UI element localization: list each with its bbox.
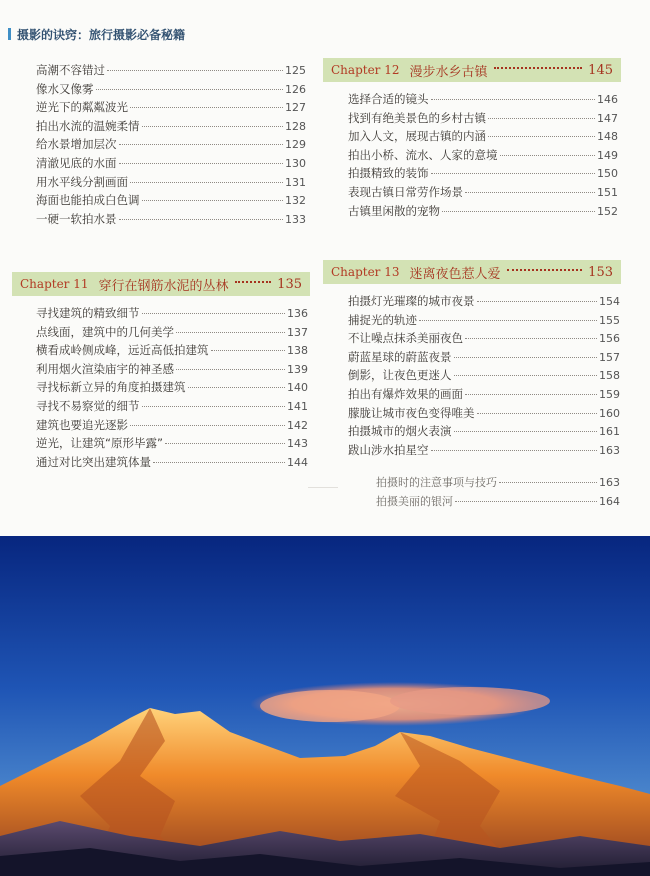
toc-entry-page: 151 <box>597 185 618 199</box>
toc-leader-dots <box>431 173 596 174</box>
toc-entry[interactable] <box>36 454 308 473</box>
toc-entry[interactable] <box>36 99 306 118</box>
toc-entry[interactable] <box>348 474 620 493</box>
toc-entry-page: 159 <box>599 387 620 401</box>
toc-entry-page: 138 <box>287 344 308 358</box>
chapter-12-heading[interactable] <box>323 58 621 82</box>
chapter-11-heading[interactable] <box>12 272 310 296</box>
mountain-sunset-photo <box>0 536 650 876</box>
toc-entry-title: 用水平线分割画面 <box>36 174 128 189</box>
chapter-11-leader <box>235 281 272 283</box>
toc-entry-title: 海面也能拍成白色调 <box>36 193 140 208</box>
toc-entry-title: 倒影，让夜色更迷人 <box>348 368 452 383</box>
chapter-12-page: 145 <box>588 62 613 78</box>
toc-entry-title: 寻找不易察觉的细节 <box>36 398 140 413</box>
toc-leader-dots <box>488 118 595 119</box>
toc-leader-dots <box>211 350 286 351</box>
toc-leader-dots <box>454 375 598 376</box>
toc-entry-title: 拍摄美丽的银河 <box>376 494 453 508</box>
toc-entry-page: 146 <box>597 93 618 106</box>
toc-entry-page: 142 <box>287 418 308 432</box>
toc-entry[interactable] <box>36 379 308 398</box>
toc-entry-page: 143 <box>287 437 308 451</box>
toc-entry-page: 157 <box>599 350 620 364</box>
toc-entry-page: 155 <box>599 313 620 327</box>
toc-leader-dots <box>431 99 596 100</box>
toc-entry[interactable] <box>348 128 618 147</box>
toc-entry[interactable] <box>36 155 306 174</box>
chapter-13-heading[interactable] <box>323 260 621 284</box>
toc-entry-title: 拍出有爆炸效果的画面 <box>348 386 463 401</box>
toc-leader-dots <box>188 387 286 388</box>
toc-entry-title: 像水又像雾 <box>36 81 94 96</box>
divider <box>308 487 338 488</box>
toc-leader-dots <box>176 332 285 333</box>
toc-leader-dots <box>142 200 284 201</box>
toc-entry-page: 147 <box>597 111 618 125</box>
toc-entry[interactable] <box>348 293 620 312</box>
chapter-12-label: Chapter 12 <box>331 63 400 77</box>
toc-entry-page: 126 <box>285 82 306 96</box>
toc-entry-title: 拍摄时的注意事项与技巧 <box>376 476 497 489</box>
toc-entry-title: 拍摄精致的装饰 <box>348 166 429 181</box>
toc-entry[interactable] <box>348 330 620 349</box>
toc-entry-page: 125 <box>285 64 306 77</box>
chapter-13-leader <box>507 269 583 271</box>
toc-leader-dots <box>153 462 285 463</box>
toc-entry-page: 128 <box>285 119 306 133</box>
toc-leader-dots <box>176 369 285 370</box>
toc-entry-page: 127 <box>285 101 306 115</box>
mountain-illustration <box>0 536 650 876</box>
toc-entry[interactable] <box>348 423 620 442</box>
toc-entry[interactable] <box>36 174 306 193</box>
toc-entry-title: 横看成岭侧成峰，远近高低拍建筑 <box>36 343 209 358</box>
chapter-11-label: Chapter 11 <box>20 277 89 291</box>
toc-entry-page: 158 <box>599 369 620 383</box>
toc-entry-page: 152 <box>597 204 618 218</box>
toc-entry-page: 133 <box>285 212 306 226</box>
toc-entry-page: 161 <box>599 425 620 439</box>
toc-entry-page: 140 <box>287 381 308 395</box>
chapter-13-label: Chapter 13 <box>331 265 400 279</box>
toc-leader-dots <box>465 394 597 395</box>
toc-entry[interactable] <box>36 62 306 81</box>
toc-entry-title: 跋山涉水拍星空 <box>348 442 429 457</box>
toc-entry[interactable] <box>348 165 618 184</box>
toc-entry[interactable] <box>36 398 308 417</box>
chapter-13-title: 迷离夜色惹人爱 <box>409 266 501 282</box>
toc-entry-page: 164 <box>599 494 620 508</box>
toc-entry[interactable] <box>36 361 308 380</box>
toc-entry-page: 150 <box>597 167 618 181</box>
toc-leader-dots <box>431 450 598 451</box>
toc-entry-title: 蔚蓝星球的蔚蓝夜景 <box>348 349 452 364</box>
toc-entry-title: 逆光下的粼粼波光 <box>36 100 128 115</box>
header-accent-bar <box>8 28 11 40</box>
toc-leader-dots <box>165 443 285 444</box>
toc-entry[interactable] <box>36 417 308 436</box>
toc-entry-title: 朦胧让城市夜色变得唯美 <box>348 405 475 420</box>
toc-leader-dots <box>130 182 283 183</box>
toc-entry-title: 给水景增加层次 <box>36 137 117 152</box>
toc-entry-page: 139 <box>287 362 308 376</box>
toc-leader-dots <box>107 70 283 71</box>
toc-leader-dots <box>96 89 284 90</box>
toc-list-continued <box>36 62 306 229</box>
toc-entry-page: 163 <box>599 443 620 457</box>
chapter-12-leader <box>494 67 583 69</box>
toc-leader-dots <box>119 163 284 164</box>
toc-leader-dots <box>500 155 596 156</box>
toc-leader-dots <box>142 126 284 127</box>
chapter-13-sub-entries <box>348 474 620 511</box>
toc-leader-dots <box>465 192 595 193</box>
toc-entry-title: 逆光，让建筑“原形毕露” <box>36 436 163 451</box>
toc-entry[interactable] <box>36 136 306 155</box>
toc-entry[interactable] <box>36 118 306 137</box>
toc-entry-title: 通过对比突出建筑体量 <box>36 454 151 469</box>
toc-entry-title: 捕捉光的轨迹 <box>348 312 417 327</box>
toc-leader-dots <box>499 482 597 483</box>
toc-entry-title: 拍出水流的温婉柔情 <box>36 118 140 133</box>
toc-entry-title: 利用烟火渲染庙宇的神圣感 <box>36 361 174 376</box>
toc-entry-title: 高潮不容错过 <box>36 63 105 77</box>
toc-entry[interactable] <box>36 435 308 454</box>
toc-entry[interactable] <box>348 147 618 166</box>
toc-entry-title: 不让噪点抹杀美丽夜色 <box>348 331 463 346</box>
toc-leader-dots <box>419 320 597 321</box>
toc-entry-page: 154 <box>599 295 620 308</box>
toc-leader-dots <box>454 357 598 358</box>
toc-leader-dots <box>454 431 598 432</box>
toc-leader-dots <box>130 425 285 426</box>
chapter-13-entries <box>348 293 620 460</box>
toc-entry[interactable] <box>348 203 618 222</box>
chapter-12-entries <box>348 91 618 221</box>
toc-entry[interactable] <box>348 312 620 331</box>
book-title: 摄影的诀窍：旅行摄影必备秘籍 <box>17 27 186 42</box>
toc-entry-title: 拍出小桥、流水、人家的意境 <box>348 147 498 162</box>
chapter-12-title: 漫步水乡古镇 <box>409 64 488 80</box>
toc-entry-title: 表现古镇日常劳作场景 <box>348 184 463 199</box>
toc-entry-title: 加入人文，展现古镇的内涵 <box>348 129 486 144</box>
toc-entry[interactable] <box>36 305 308 324</box>
toc-entry-title: 拍摄城市的烟火表演 <box>348 424 452 439</box>
toc-entry-title: 清澈见底的水面 <box>36 155 117 170</box>
toc-entry[interactable] <box>348 91 618 110</box>
toc-entry-page: 160 <box>599 406 620 420</box>
toc-entry-page: 148 <box>597 130 618 144</box>
toc-leader-dots <box>130 107 283 108</box>
toc-entry[interactable] <box>348 110 618 129</box>
toc-leader-dots <box>442 211 595 212</box>
toc-entry-page: 144 <box>287 455 308 469</box>
running-header <box>0 24 185 44</box>
toc-leader-dots <box>477 301 598 302</box>
toc-entry[interactable] <box>36 342 308 361</box>
chapter-11-title: 穿行在钢筋水泥的丛林 <box>98 278 229 294</box>
toc-entry[interactable] <box>36 211 306 230</box>
toc-entry-page: 156 <box>599 332 620 346</box>
toc-entry[interactable] <box>36 81 306 100</box>
toc-entry-title: 拍摄灯光璀璨的城市夜景 <box>348 294 475 308</box>
toc-entry-page: 131 <box>285 175 306 189</box>
chapter-13-page: 153 <box>588 264 613 280</box>
toc-entry[interactable] <box>36 324 308 343</box>
toc-entry-title: 点线面，建筑中的几何美学 <box>36 324 174 339</box>
toc-entry-title: 选择合适的镜头 <box>348 92 429 106</box>
toc-entry-page: 136 <box>287 307 308 320</box>
toc-entry-page: 163 <box>599 476 620 489</box>
toc-entry-page: 132 <box>285 194 306 208</box>
toc-leader-dots <box>119 144 284 145</box>
toc-leader-dots <box>488 136 595 137</box>
toc-entry-page: 129 <box>285 138 306 152</box>
toc-entry[interactable] <box>348 493 620 512</box>
toc-leader-dots <box>477 413 598 414</box>
toc-leader-dots <box>142 313 286 314</box>
toc-entry-page: 130 <box>285 156 306 170</box>
toc-leader-dots <box>455 501 597 502</box>
toc-leader-dots <box>465 338 597 339</box>
toc-entry-page: 137 <box>287 325 308 339</box>
toc-entry-page: 149 <box>597 148 618 162</box>
toc-entry-page: 141 <box>287 399 308 413</box>
toc-entry-title: 寻找建筑的精致细节 <box>36 306 140 320</box>
toc-entry-title: 一硬一软拍水景 <box>36 211 117 226</box>
toc-entry[interactable] <box>348 442 620 461</box>
toc-entry[interactable] <box>348 349 620 368</box>
toc-leader-dots <box>119 219 284 220</box>
chapter-11-page: 135 <box>277 276 302 292</box>
toc-entry[interactable] <box>348 184 618 203</box>
toc-leader-dots <box>142 406 286 407</box>
toc-entry-title: 寻找标新立异的角度拍摄建筑 <box>36 380 186 395</box>
toc-entry-title: 古镇里闲散的宠物 <box>348 203 440 218</box>
toc-entry-title: 建筑也要追光逐影 <box>36 417 128 432</box>
toc-entry[interactable] <box>348 386 620 405</box>
chapter-11-entries <box>36 305 308 472</box>
toc-entry[interactable] <box>36 192 306 211</box>
toc-entry[interactable] <box>348 405 620 424</box>
toc-entry[interactable] <box>348 367 620 386</box>
toc-entry-title: 找到有绝美景色的乡村古镇 <box>348 110 486 125</box>
